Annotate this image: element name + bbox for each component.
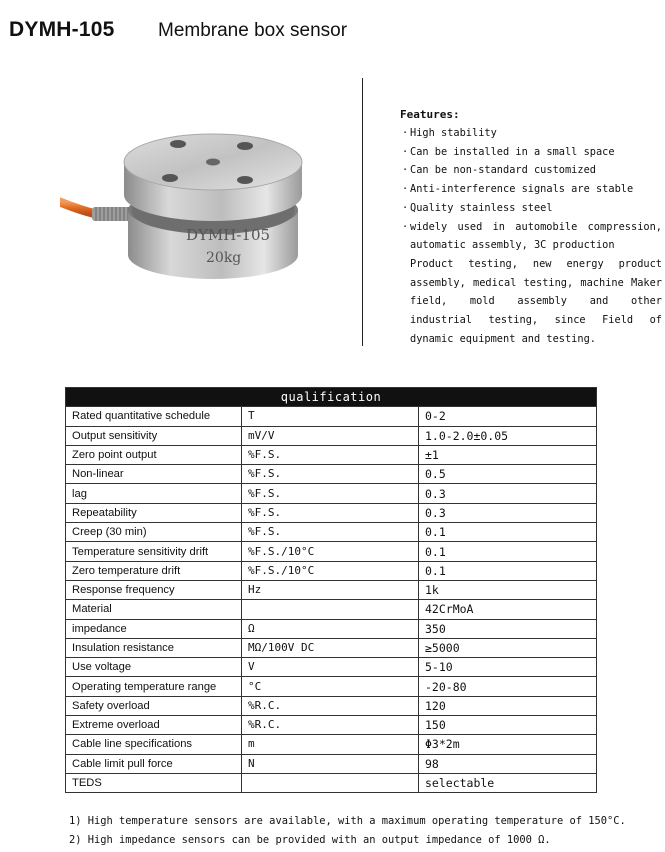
table-row <box>66 735 597 754</box>
note-line: 2) High impedance sensors can be provided with an output impedance of 1000 Ω. <box>69 834 551 846</box>
product-photo <box>60 80 360 345</box>
unit-cell: %F.S./10°C <box>242 561 419 580</box>
table-row <box>66 696 597 715</box>
table-row <box>66 484 597 503</box>
qualification-table <box>65 387 597 793</box>
param-name-cell: Cable limit pull force <box>66 754 242 773</box>
value-cell: 5-10 <box>419 658 597 677</box>
table-row <box>66 445 597 464</box>
unit-cell: %F.S. <box>242 445 419 464</box>
unit-cell: Ω <box>242 619 419 638</box>
feature-continuation: Product testing, new energy product assembly, medical testing, machine Maker field, mold assembly and other industrial testing, since Field of dynamic equipment and testing. <box>410 257 662 345</box>
features-panel <box>400 106 662 348</box>
product-subtitle: Membrane box sensor <box>158 20 348 41</box>
unit-cell <box>242 600 419 619</box>
table-row <box>66 638 597 657</box>
unit-cell: %F.S. <box>242 465 419 484</box>
param-name-cell: Operating temperature range <box>66 677 242 696</box>
param-name-cell: Creep (30 min) <box>66 523 242 542</box>
feature-item: · widely used in automobile compression, automatic assembly, 3C production <box>400 218 662 255</box>
unit-cell: %R.C. <box>242 716 419 735</box>
table-row <box>66 542 597 561</box>
param-name-cell: Zero temperature drift <box>66 561 242 580</box>
param-name-cell: Repeatability <box>66 503 242 522</box>
feature-item: · Anti-interference signals are stable <box>400 180 662 199</box>
unit-cell: %R.C. <box>242 696 419 715</box>
value-cell: 120 <box>419 696 597 715</box>
notes <box>69 812 626 850</box>
feature-item: · High stability <box>400 124 662 143</box>
param-name-cell: Response frequency <box>66 580 242 599</box>
value-cell: 1.0-2.0±0.05 <box>419 426 597 445</box>
table-body <box>66 407 597 793</box>
table-row <box>66 561 597 580</box>
table-row <box>66 773 597 792</box>
table-row <box>66 754 597 773</box>
value-cell: Φ3*2m <box>419 735 597 754</box>
param-name-cell: Material <box>66 600 242 619</box>
value-cell: ±1 <box>419 445 597 464</box>
unit-cell: mV/V <box>242 426 419 445</box>
value-cell: 0-2 <box>419 407 597 426</box>
value-cell: 0.1 <box>419 542 597 561</box>
value-cell: -20-80 <box>419 677 597 696</box>
table-row <box>66 716 597 735</box>
unit-cell: N <box>242 754 419 773</box>
note-line: 1) High temperature sensors are available, with a maximum operating temperature of 150°C. <box>69 815 626 827</box>
value-cell: 350 <box>419 619 597 638</box>
value-cell: 0.5 <box>419 465 597 484</box>
param-name-cell: Insulation resistance <box>66 638 242 657</box>
param-name-cell: Safety overload <box>66 696 242 715</box>
value-cell: 0.3 <box>419 484 597 503</box>
param-name-cell: lag <box>66 484 242 503</box>
param-name-cell: Extreme overload <box>66 716 242 735</box>
unit-cell: m <box>242 735 419 754</box>
param-name-cell: Zero point output <box>66 445 242 464</box>
param-name-cell: Output sensitivity <box>66 426 242 445</box>
table-heading: qualification <box>66 388 597 407</box>
param-name-cell: TEDS <box>66 773 242 792</box>
unit-cell: MΩ/100V DC <box>242 638 419 657</box>
unit-cell: Hz <box>242 580 419 599</box>
param-name-cell: Cable line specifications <box>66 735 242 754</box>
product-model-title: DYMH-105 <box>9 18 115 41</box>
param-name-cell: Non-linear <box>66 465 242 484</box>
value-cell: selectable <box>419 773 597 792</box>
unit-cell: V <box>242 658 419 677</box>
table-row <box>66 580 597 599</box>
table-row <box>66 426 597 445</box>
table-row <box>66 619 597 638</box>
table-row <box>66 658 597 677</box>
table-row <box>66 503 597 522</box>
param-name-cell: Temperature sensitivity drift <box>66 542 242 561</box>
value-cell: ≥5000 <box>419 638 597 657</box>
unit-cell: °C <box>242 677 419 696</box>
value-cell: 0.1 <box>419 523 597 542</box>
table-row <box>66 600 597 619</box>
engraved-model: DYMH-105 <box>186 226 271 244</box>
features-heading: Features: <box>400 108 460 121</box>
param-name-cell: Rated quantitative schedule <box>66 407 242 426</box>
feature-item: · Can be installed in a small space <box>400 143 662 162</box>
table-row <box>66 407 597 426</box>
value-cell: 0.3 <box>419 503 597 522</box>
unit-cell <box>242 773 419 792</box>
unit-cell: T <box>242 407 419 426</box>
feature-item: · Can be non-standard customized <box>400 161 662 180</box>
unit-cell: %F.S. <box>242 503 419 522</box>
param-name-cell: impedance <box>66 619 242 638</box>
divider <box>362 78 363 346</box>
table-row <box>66 465 597 484</box>
feature-item: · Quality stainless steel <box>400 199 662 218</box>
value-cell: 98 <box>419 754 597 773</box>
unit-cell: %F.S. <box>242 484 419 503</box>
unit-cell: %F.S. <box>242 523 419 542</box>
unit-cell: %F.S./10°C <box>242 542 419 561</box>
engraved-capacity: 20kg <box>206 250 242 266</box>
param-name-cell: Use voltage <box>66 658 242 677</box>
table-row <box>66 523 597 542</box>
value-cell: 0.1 <box>419 561 597 580</box>
features-list <box>400 124 662 348</box>
value-cell: 1k <box>419 580 597 599</box>
table-row <box>66 677 597 696</box>
value-cell: 42CrMoA <box>419 600 597 619</box>
value-cell: 150 <box>419 716 597 735</box>
